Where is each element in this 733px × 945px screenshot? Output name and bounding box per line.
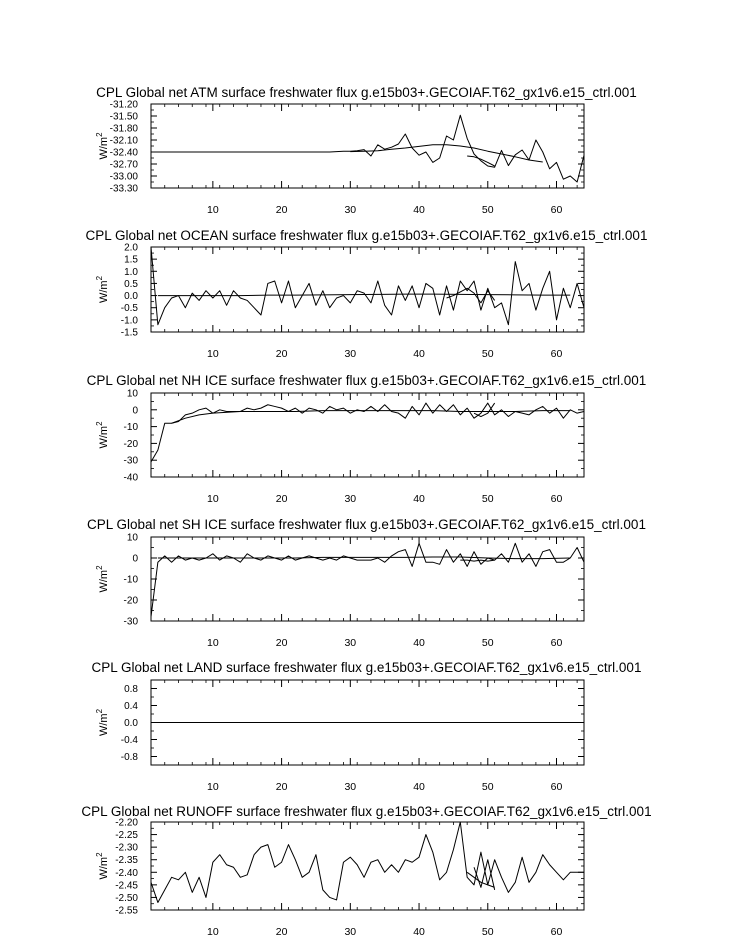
y-tick-label: -2.35 xyxy=(115,855,138,867)
x-tick-label: 20 xyxy=(275,781,288,793)
x-tick-label: 50 xyxy=(481,348,494,360)
x-tick-label: 10 xyxy=(207,204,219,216)
x-tick-label: 20 xyxy=(275,637,288,649)
y-tick-label: -40 xyxy=(123,472,138,484)
x-tick-label: 10 xyxy=(207,493,219,505)
y-axis-label-base: W/m xyxy=(98,136,110,160)
x-tick-label: 10 xyxy=(207,926,219,938)
y-tick-label: 10 xyxy=(126,388,138,400)
y-tick-label: 0.0 xyxy=(124,718,138,729)
x-tick-label: 10 xyxy=(207,348,219,360)
y-axis-label-superscript: 2 xyxy=(95,132,104,137)
x-tick-label: 50 xyxy=(481,781,494,793)
x-tick-label: 10 xyxy=(207,781,219,793)
x-tick-label: 20 xyxy=(275,493,288,505)
y-tick-label: -1.5 xyxy=(120,327,138,339)
chart-title: CPL Global net ATM surface freshwater flux g.e15b03+.GECOIAF.T62_gx1v6.e15_ctrl.001 xyxy=(96,85,637,100)
x-tick-label: 40 xyxy=(413,348,425,360)
y-tick-label: -32.10 xyxy=(109,135,138,147)
x-tick-label: 30 xyxy=(344,204,357,216)
x-tick-label: 20 xyxy=(275,926,288,938)
x-tick-label: 30 xyxy=(344,493,357,505)
x-tick-label: 30 xyxy=(344,926,357,938)
y-axis-label-superscript: 2 xyxy=(95,421,104,426)
x-tick-label: 20 xyxy=(275,204,288,216)
y-tick-label: -1.0 xyxy=(120,315,138,327)
y-axis-label-base: W/m xyxy=(98,280,110,304)
y-tick-label: 0.0 xyxy=(124,291,138,303)
x-tick-label: 50 xyxy=(481,637,494,649)
chart-title: CPL Global net NH ICE surface freshwater flux g.e15b03+.GECOIAF.T62_gx1v6.e15_ctrl.001 xyxy=(86,373,647,388)
chart-title: CPL Global net OCEAN surface freshwater flux g.e15b03+.GECOIAF.T62_gx1v6.e15_ctrl.001 xyxy=(85,228,648,243)
y-tick-label: -2.20 xyxy=(115,817,138,829)
x-tick-label: 60 xyxy=(550,926,563,938)
x-tick-label: 30 xyxy=(344,637,357,649)
y-tick-label: -30 xyxy=(123,616,138,628)
y-tick-label: -31.80 xyxy=(109,123,138,135)
x-tick-label: 40 xyxy=(413,637,425,649)
x-tick-label: 60 xyxy=(550,348,563,360)
x-tick-label: 50 xyxy=(481,204,494,216)
y-tick-label: 0 xyxy=(132,405,138,417)
chart-title: CPL Global net RUNOFF surface freshwater flux g.e15b03+.GECOIAF.T62_gx1v6.e15_ctrl.001 xyxy=(81,804,652,819)
y-tick-label: -0.5 xyxy=(120,303,138,315)
y-tick-label: -32.70 xyxy=(109,159,138,171)
y-tick-label: -20 xyxy=(123,595,138,607)
y-tick-label: -2.25 xyxy=(115,830,138,842)
y-tick-label: -2.45 xyxy=(115,880,138,892)
x-tick-label: 60 xyxy=(550,637,563,649)
y-tick-label: -2.55 xyxy=(115,905,138,917)
y-tick-label: -20 xyxy=(123,438,138,450)
chart-title: CPL Global net LAND surface freshwater flux g.e15b03+.GECOIAF.T62_gx1v6.e15_ctrl.001 xyxy=(91,660,642,675)
y-tick-label: 0.4 xyxy=(124,701,138,712)
x-tick-label: 60 xyxy=(550,781,563,793)
x-tick-label: 40 xyxy=(413,926,425,938)
x-tick-label: 30 xyxy=(344,348,357,360)
y-axis-label-superscript: 2 xyxy=(95,852,104,857)
y-tick-label: -32.40 xyxy=(109,147,138,159)
y-tick-label: 1.5 xyxy=(124,254,138,266)
y-axis-label-superscript: 2 xyxy=(95,708,104,714)
y-tick-label: 10 xyxy=(126,532,138,544)
y-tick-label: -0.4 xyxy=(120,735,138,746)
x-tick-label: 60 xyxy=(550,493,563,505)
y-tick-label: 0 xyxy=(132,553,138,565)
y-tick-label: -2.30 xyxy=(115,842,138,854)
y-tick-label: 0.8 xyxy=(124,684,138,695)
y-tick-label: -30 xyxy=(123,455,138,467)
x-tick-label: 40 xyxy=(413,204,425,216)
y-axis-label-base: W/m xyxy=(98,425,110,449)
x-tick-label: 40 xyxy=(413,493,425,505)
x-tick-label: 20 xyxy=(275,348,288,360)
y-tick-label: -2.50 xyxy=(115,892,138,904)
x-tick-label: 30 xyxy=(344,781,357,793)
y-axis-label-superscript: 2 xyxy=(95,565,104,570)
y-tick-label: -0.8 xyxy=(120,752,138,763)
y-axis-label-base: W/m xyxy=(98,569,110,593)
y-tick-label: -2.40 xyxy=(115,867,138,879)
y-tick-label: -31.50 xyxy=(109,111,138,123)
x-tick-label: 40 xyxy=(413,781,425,793)
x-tick-label: 50 xyxy=(481,493,494,505)
y-tick-label: 1.0 xyxy=(124,266,138,278)
y-tick-label: -10 xyxy=(123,574,138,586)
y-tick-label: -31.20 xyxy=(109,99,138,111)
y-axis-label-base: W/m xyxy=(98,713,110,737)
y-tick-label: -33.00 xyxy=(109,171,138,183)
x-tick-label: 60 xyxy=(550,204,563,216)
y-tick-label: -10 xyxy=(123,422,138,434)
y-tick-label: 0.5 xyxy=(124,278,138,290)
y-axis-label-superscript: 2 xyxy=(95,275,104,281)
x-tick-label: 50 xyxy=(481,926,494,938)
chart-title: CPL Global net SH ICE surface freshwater flux g.e15b03+.GECOIAF.T62_gx1v6.e15_ctrl.001 xyxy=(87,517,646,532)
x-tick-label: 10 xyxy=(207,637,219,649)
y-tick-label: -33.30 xyxy=(109,183,138,195)
y-tick-label: 2.0 xyxy=(124,242,138,254)
y-axis-label-base: W/m xyxy=(98,856,110,880)
